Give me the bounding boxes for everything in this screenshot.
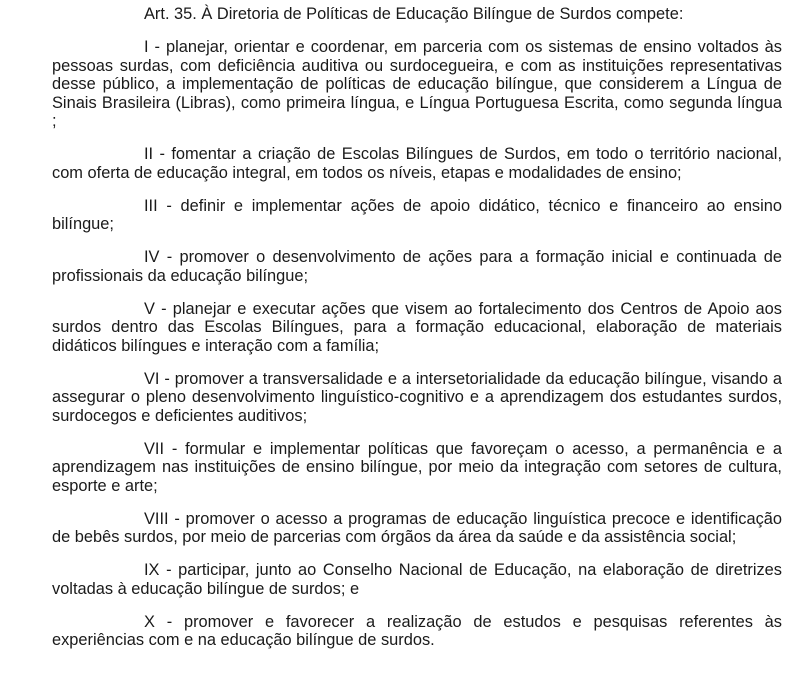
clause-x: X - promover e favorecer a realização de estudos e pesquisas referentes às experiências com e na educação bilíngue de surdos.	[52, 612, 782, 649]
clause-vi: VI - promover a transversalidade e a intersetorialidade da educação bilíngue, visando a assegurar o pleno desenvolvimento linguístico-cognitivo e a aprendizagem dos estudantes surdos, surdocegos e deficientes auditivos;	[52, 369, 782, 425]
article-heading: Art. 35. À Diretoria de Políticas de Educação Bilíngue de Surdos compete:	[144, 5, 684, 23]
clause-ii: II - fomentar a criação de Escolas Bilíngues de Surdos, em todo o território nacional, com oferta de educação integral, em todos os níveis, etapas e modalidades de ensino;	[52, 145, 782, 182]
clause-vii: VII - formular e implementar políticas que favoreçam o acesso, a permanência e a aprendizagem nas instituições de ensino bilíngue, por meio da integração com setores de cultura, esporte e arte;	[52, 439, 782, 495]
clause-viii: VIII - promover o acesso a programas de educação linguística precoce e identificação de bebês surdos, por meio de parcerias com órgãos da área da saúde e da assistência social;	[52, 509, 782, 546]
clause-iv: IV - promover o desenvolvimento de ações para a formação inicial e continuada de profissionais da educação bilíngue;	[52, 248, 782, 285]
clause-ix: IX - participar, junto ao Conselho Nacional de Educação, na elaboração de diretrizes voltadas à educação bilíngue de surdos; e	[52, 561, 782, 598]
clause-iii: III - definir e implementar ações de apoio didático, técnico e financeiro ao ensino bilíngue;	[52, 196, 782, 233]
clause-v: V - planejar e executar ações que visem ao fortalecimento dos Centros de Apoio aos surdos dentro das Escolas Bilíngues, para a formação educacional, elaboração de materiais didáticos bilíngues e interação com a família;	[52, 299, 782, 355]
clause-i: I - planejar, orientar e coordenar, em parceria com os sistemas de ensino voltados às pessoas surdas, com deficiência auditiva ou surdocegueira, e com as instituições representativas desse público, a implementação de políticas de educação bilíngue, que considerem a Língua de Sinais Brasileira (Libras), como primeira língua, e Língua Portuguesa Escrita, como segunda língua ;	[52, 38, 782, 130]
